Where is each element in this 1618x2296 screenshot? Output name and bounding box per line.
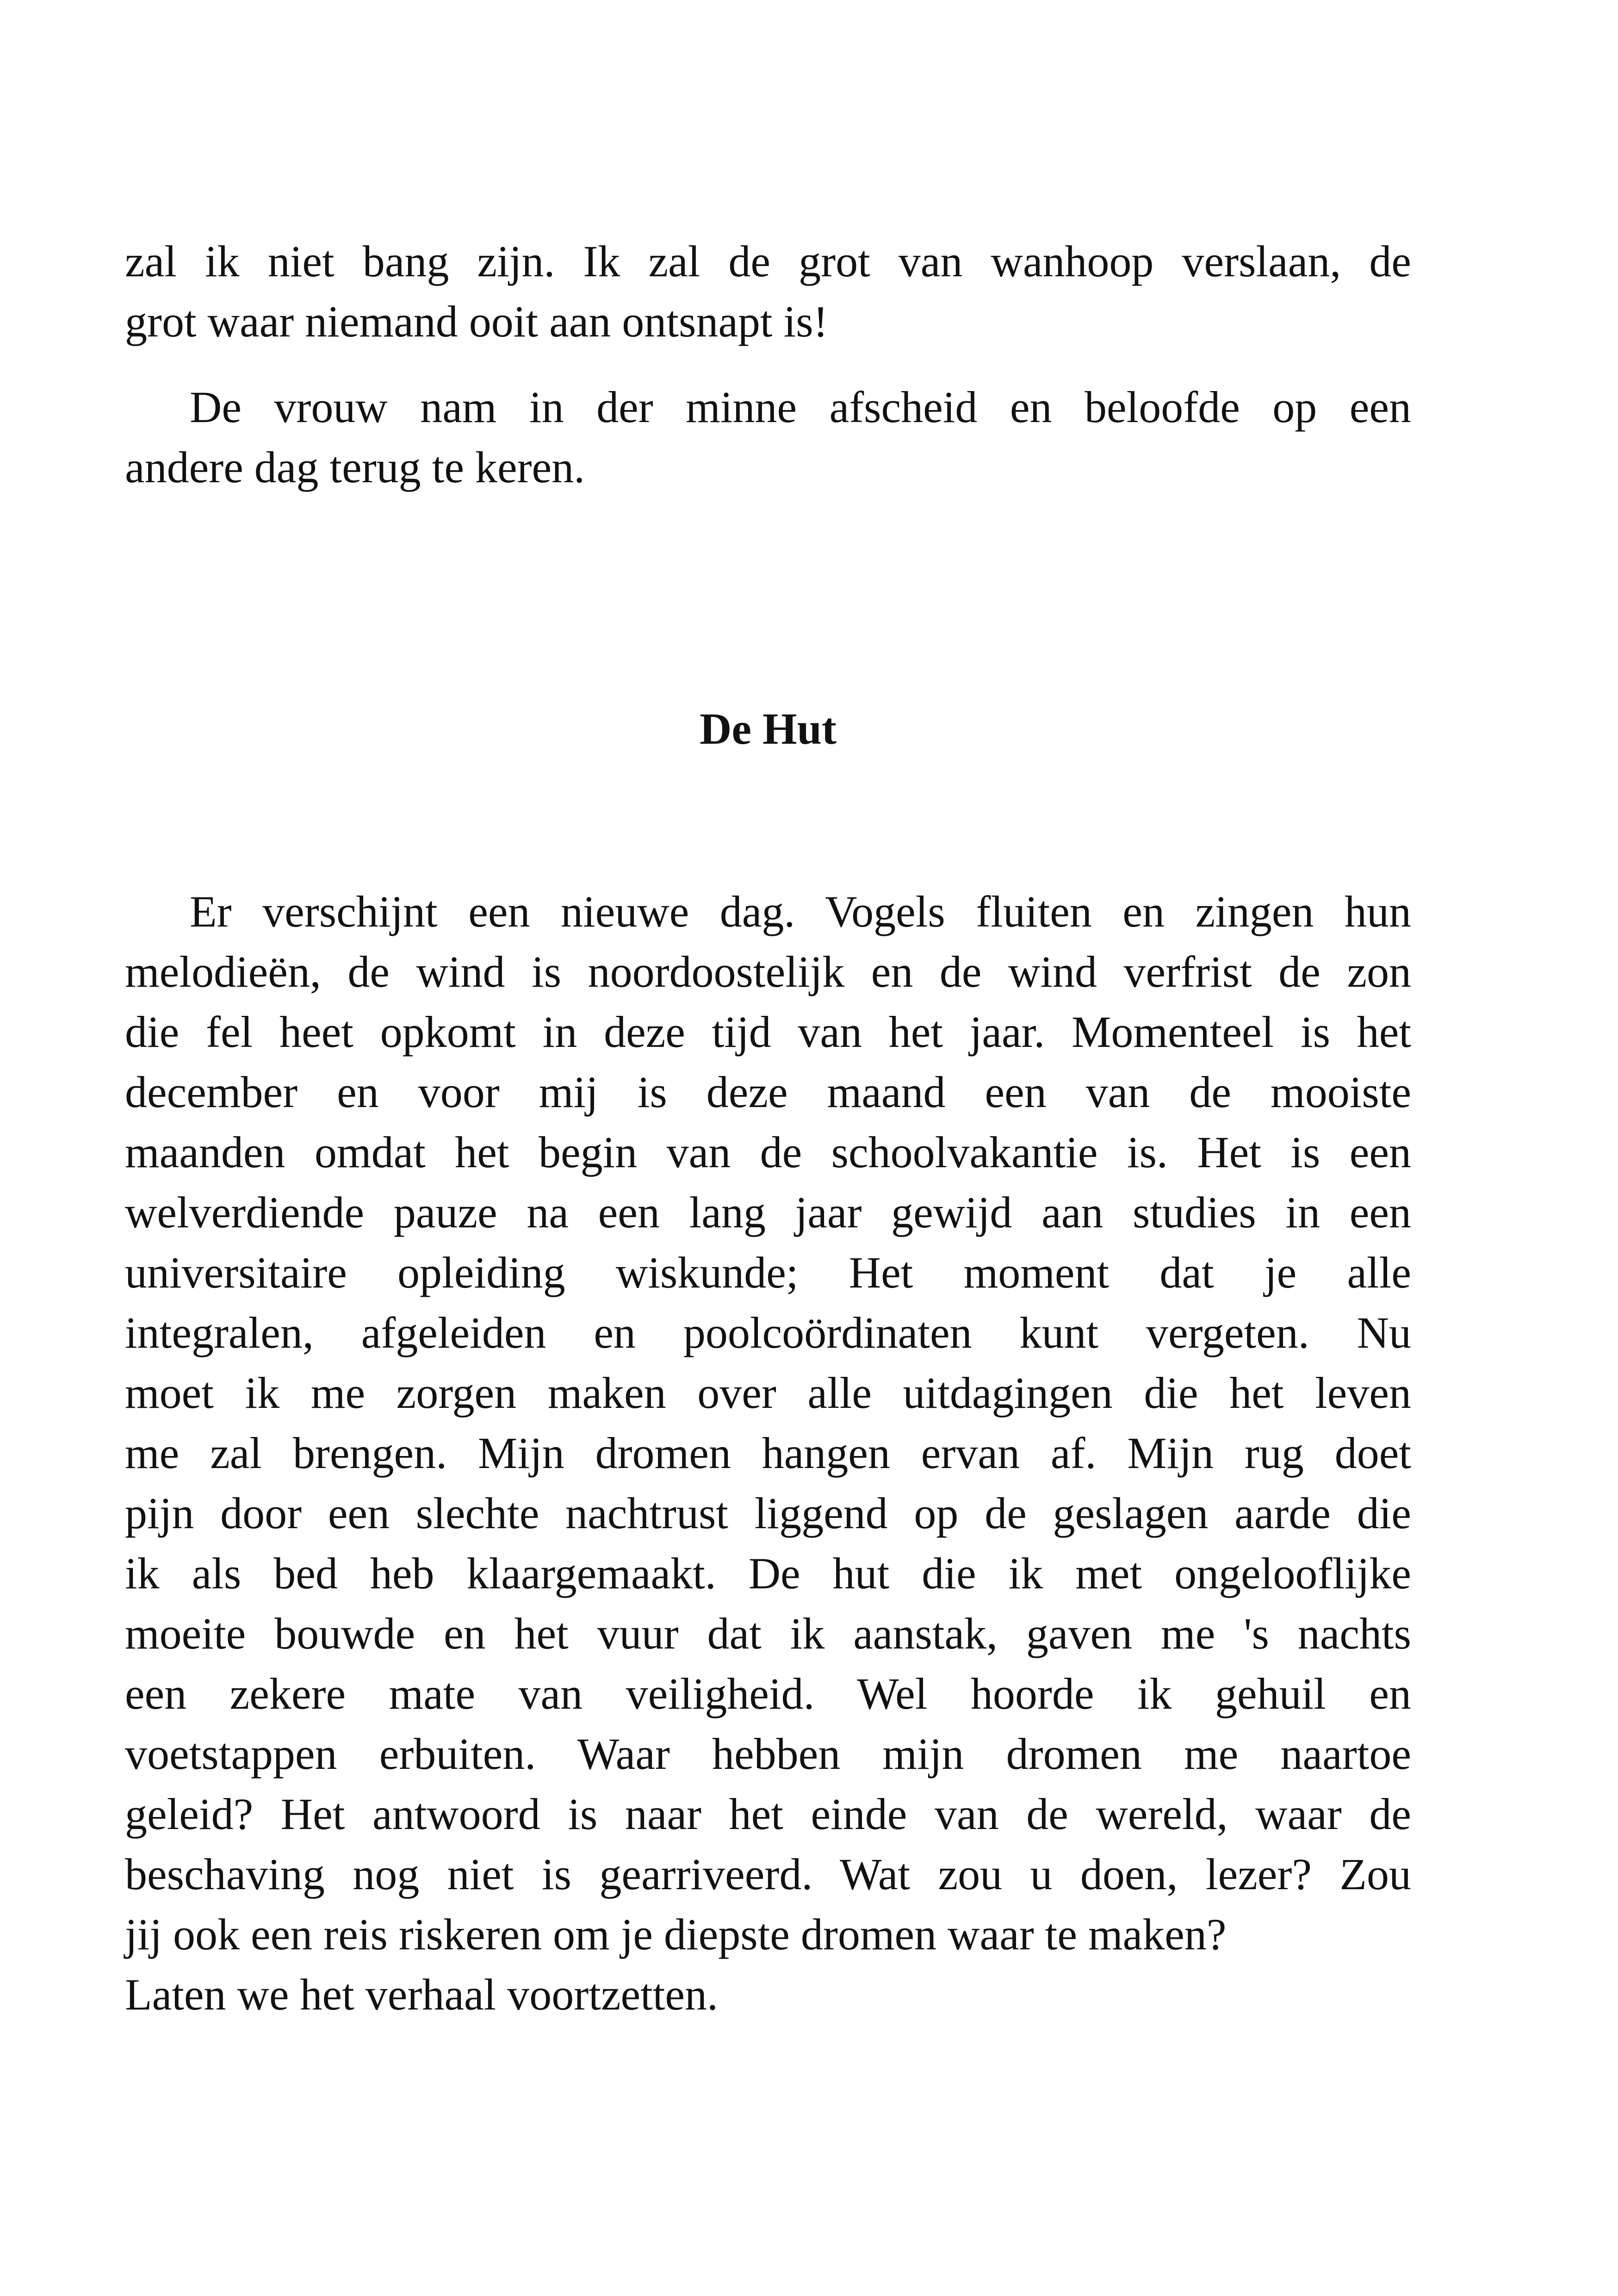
text-line: melodieën, de wind is noordoostelijk en de wind verfrist de zon: [125, 947, 1411, 996]
text-line: moeite bouwde en het vuur dat ik aanstak, gaven me 's nachts: [125, 1609, 1411, 1658]
paragraph-continued: [125, 231, 1411, 352]
text-line: geleid? Het antwoord is naar het einde van de wereld, waar de: [125, 1789, 1411, 1839]
text-line: grot waar niemand ooit aan ontsnapt is!: [125, 297, 828, 346]
text-line: welverdiende pauze na een lang jaar gewijd aan studies in een: [125, 1188, 1411, 1237]
text-line: Er verschijnt een nieuwe dag. Vogels fluiten en zingen hun: [190, 887, 1411, 936]
text-line: beschaving nog niet is gearriveerd. Wat zou u doen, lezer? Zou: [125, 1849, 1411, 1899]
text-line: andere dag terug te keren.: [125, 442, 585, 492]
chapter-title: De Hut: [700, 704, 837, 753]
text-line: integralen, afgeleiden en poolcoördinaten kunt vergeten. Nu: [125, 1308, 1411, 1357]
text-line: Laten we het verhaal voortzetten.: [125, 1970, 719, 2019]
text-line: die fel heet opkomt in deze tijd van het jaar. Momenteel is het: [125, 1007, 1411, 1057]
text-line: ik als bed heb klaargemaakt. De hut die ik met ongelooflijke: [125, 1549, 1411, 1598]
text-line: maanden omdat het begin van de schoolvakantie is. Het is een: [125, 1127, 1411, 1177]
text-line: pijn door een slechte nachtrust liggend op de geslagen aarde die: [125, 1488, 1411, 1538]
text-line: universitaire opleiding wiskunde; Het moment dat je alle: [125, 1248, 1411, 1297]
text-line: zal ik niet bang zijn. Ik zal de grot van wanhoop verslaan, de: [125, 236, 1411, 286]
text-line: me zal brengen. Mijn dromen hangen ervan af. Mijn rug doet: [125, 1428, 1411, 1478]
text-line: De vrouw nam in der minne afscheid en beloofde op een: [190, 382, 1411, 432]
text-line: een zekere mate van veiligheid. Wel hoorde ik gehuil en: [125, 1669, 1411, 1718]
text-line: jij ook een reis riskeren om je diepste dromen waar te maken?: [125, 1910, 1227, 1959]
text-line: moet ik me zorgen maken over alle uitdagingen die het leven: [125, 1368, 1411, 1418]
text-line: december en voor mij is deze maand een van de mooiste: [125, 1067, 1411, 1117]
paragraph-farewell: [125, 377, 1411, 498]
paragraph-main: [125, 882, 1411, 2025]
text-line: voetstappen erbuiten. Waar hebben mijn dromen me naartoe: [125, 1729, 1411, 1779]
